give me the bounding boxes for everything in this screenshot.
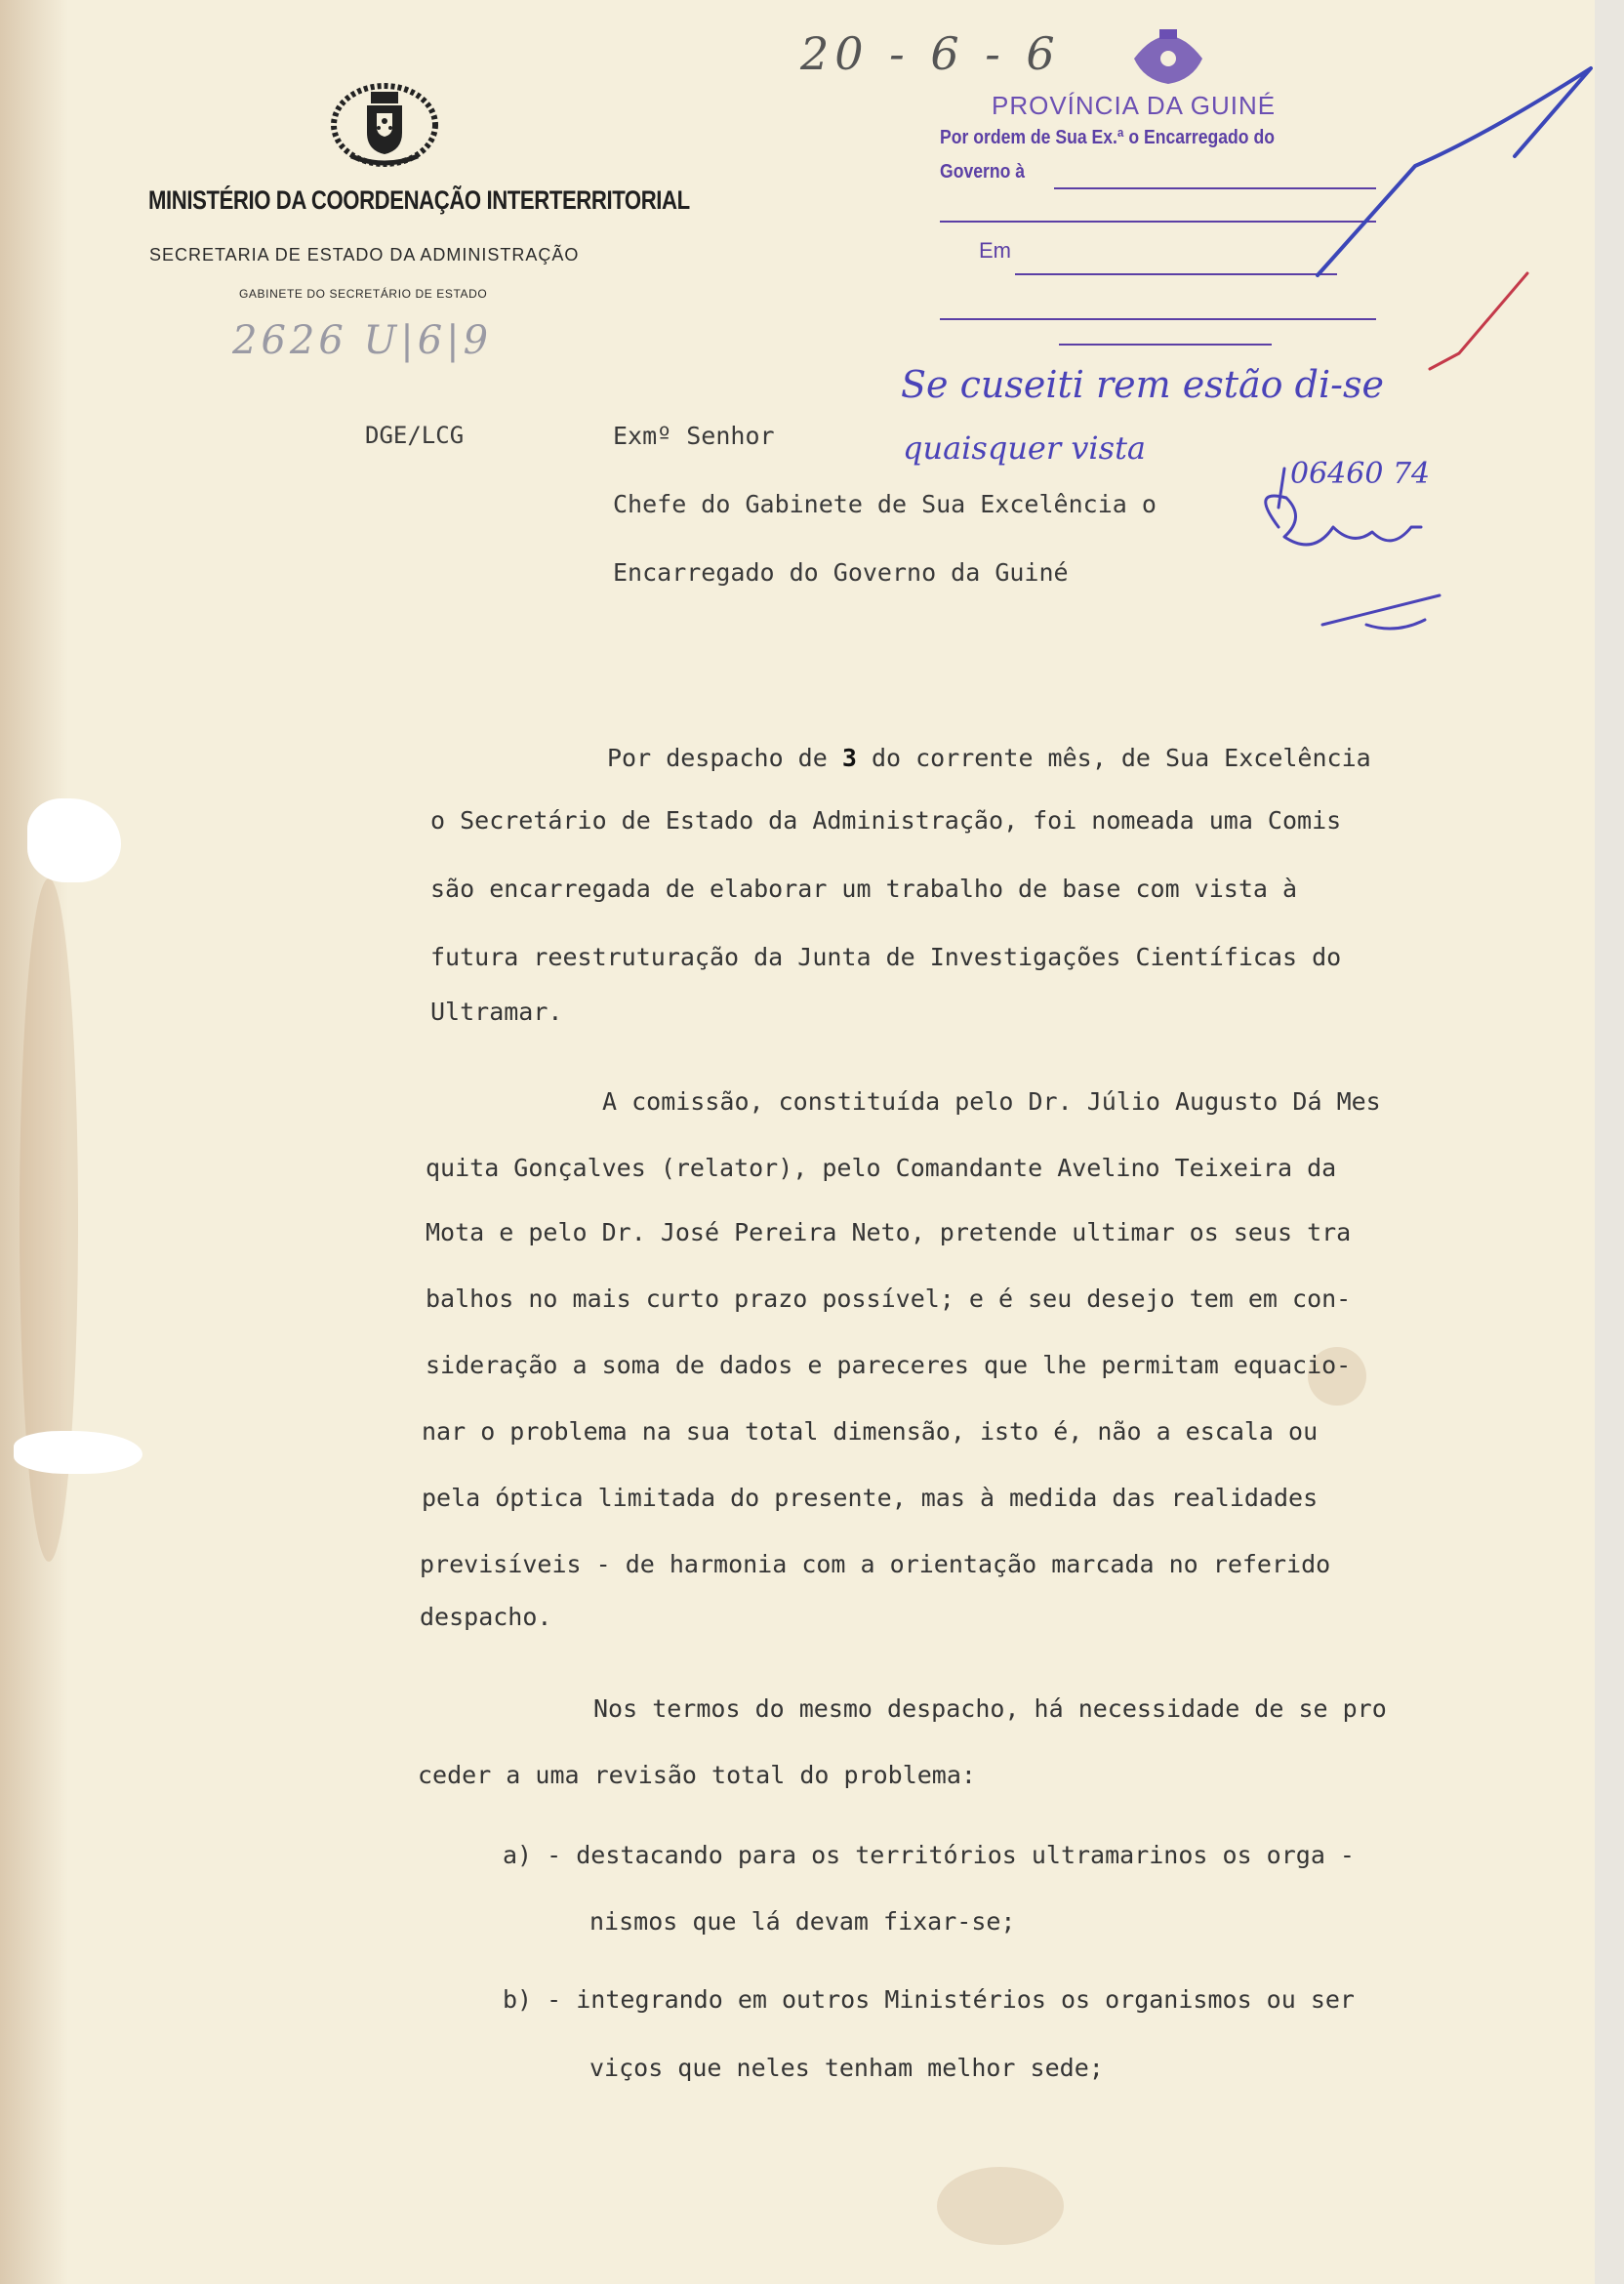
list-item-b: b) - integrando em outros Ministérios os organismos ou ser (503, 1985, 1355, 2014)
body-line: o Secretário de Estado da Administração, foi nomeada uma Comis (430, 806, 1342, 835)
red-check-stroke (1430, 273, 1527, 369)
body-line: quita Gonçalves (relator), pelo Comandante Avelino Teixeira da (426, 1154, 1337, 1182)
stamp-governo-line: Governo à (940, 161, 1026, 183)
blue-check-stroke (1318, 68, 1591, 275)
stamp-order-line: Por ordem de Sua Ex.ª o Encarregado do (940, 127, 1275, 148)
despacho-day: 3 (841, 744, 857, 772)
body-line (607, 744, 1371, 772)
list-item-a: a) - destacando para os territórios ultramarinos os orga - (503, 1841, 1355, 1869)
body-text: do corrente mês, de Sua Excelência (856, 744, 1371, 772)
signature (1266, 469, 1440, 629)
handwritten-date: 20 - 6 - 6 (800, 27, 1061, 80)
handwritten-annotation-line1: Se cuseiti rem estão di-se (901, 363, 1384, 406)
list-item-a-continued: nismos que lá devam fixar-se; (589, 1907, 1016, 1936)
handwritten-registry-number: 2626 U|6|9 (232, 318, 493, 363)
body-text: Por despacho de (607, 744, 842, 772)
stamp-province-title: PROVÍNCIA DA GUINÉ (992, 91, 1277, 120)
body-line: Nos termos do mesmo despacho, há necessidade de se pro (593, 1694, 1387, 1723)
address-salutation: Exmº Senhor (613, 422, 775, 450)
body-line: nar o problema na sua total dimensão, isto é, não a escala ou (422, 1417, 1319, 1446)
ministry-title: MINISTÉRIO DA COORDENAÇÃO INTERTERRITORIAL (148, 185, 690, 215)
secretaria-subtitle: SECRETARIA DE ESTADO DA ADMINISTRAÇÃO (149, 245, 580, 265)
body-line: balhos no mais curto prazo possível; e é seu desejo tem em con- (426, 1285, 1352, 1313)
gabinete-subtitle: GABINETE DO SECRETÁRIO DE ESTADO (239, 287, 488, 301)
body-line: futura reestruturação da Junta de Investigações Científicas do (430, 943, 1342, 971)
handwritten-annotation-line2: quaisquer vista (903, 429, 1146, 467)
body-line: Mota e pelo Dr. José Pereira Neto, pretende ultimar os seus tra (426, 1218, 1352, 1246)
body-line: sideração a soma de dados e pareceres que lhe permitam equacio- (426, 1351, 1352, 1379)
list-item-b-continued: viços que neles tenham melhor sede; (589, 2054, 1104, 2082)
handwritten-annotation-number: 06460 74 (1290, 457, 1431, 491)
body-line: ceder a uma revisão total do problema: (418, 1761, 976, 1789)
document-reference: DGE/LCG (365, 422, 465, 449)
body-line: previsíveis - de harmonia com a orientação marcada no referido (420, 1550, 1331, 1578)
address-line1: Chefe do Gabinete de Sua Excelência o (613, 490, 1157, 518)
body-line: despacho. (420, 1603, 552, 1631)
body-line: são encarregada de elaborar um trabalho de base com vista à (430, 875, 1298, 903)
stamp-em-label: Em (979, 238, 1011, 263)
address-line2: Encarregado do Governo da Guiné (613, 558, 1069, 587)
body-line: pela óptica limitada do presente, mas à medida das realidades (422, 1484, 1319, 1512)
body-line: A comissão, constituída pelo Dr. Júlio Augusto Dá Mes (602, 1087, 1381, 1116)
body-line: Ultramar. (430, 998, 563, 1026)
